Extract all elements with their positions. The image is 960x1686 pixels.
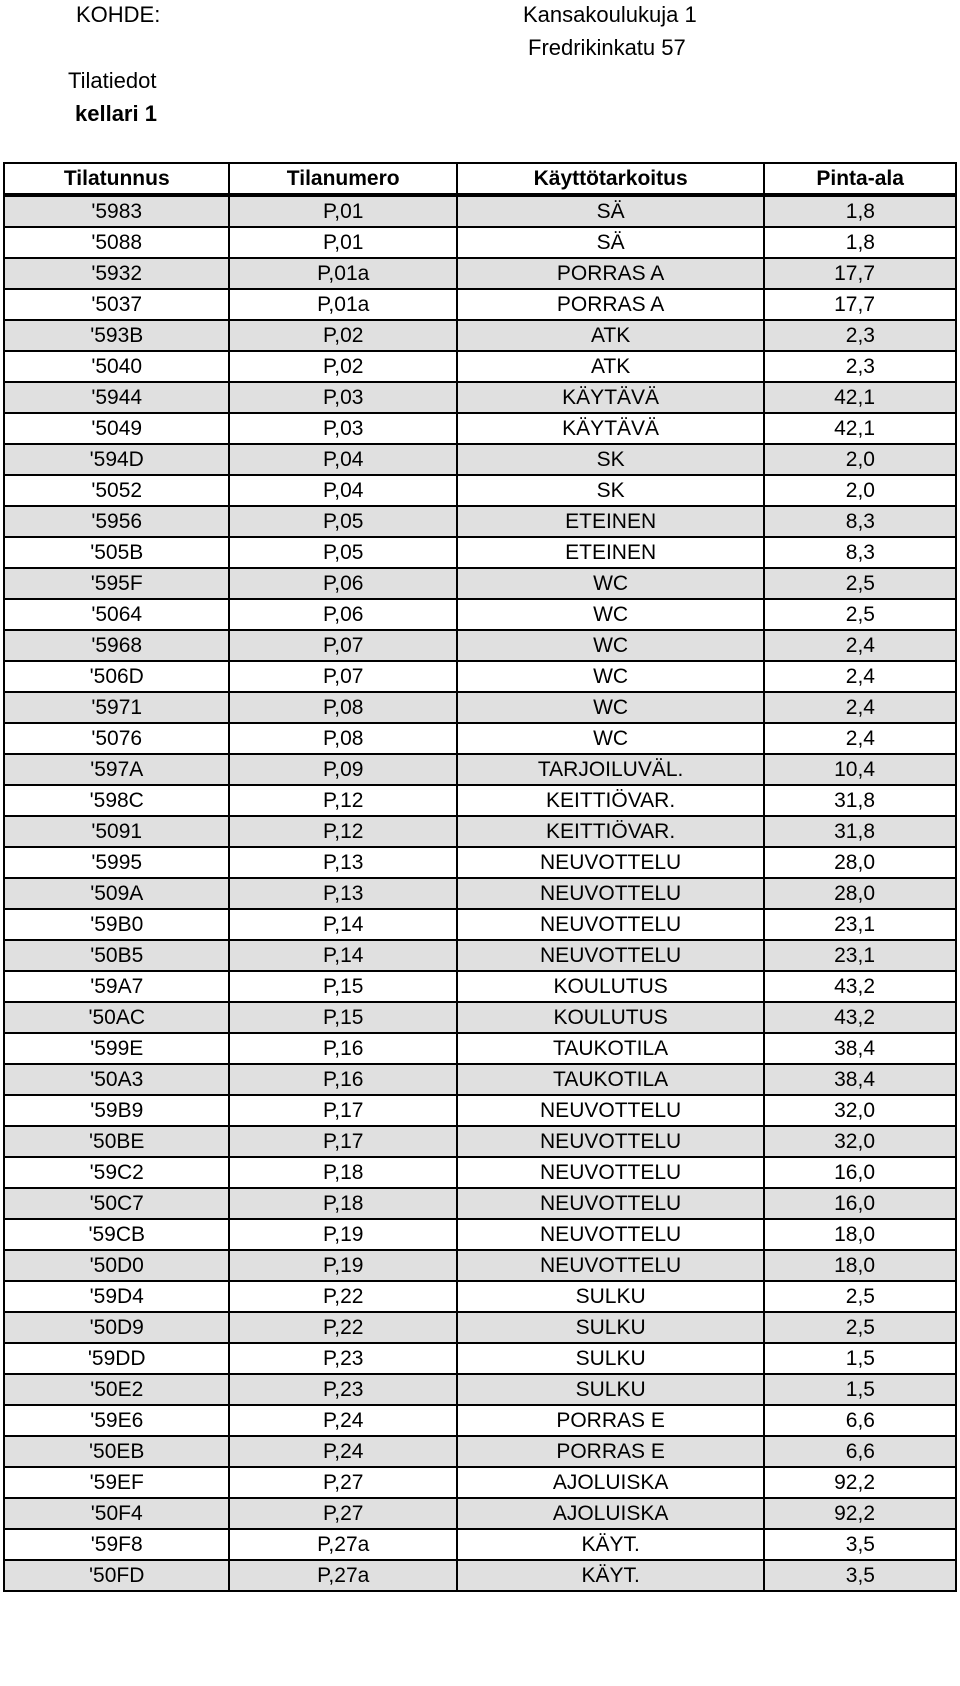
table-row <box>4 816 956 847</box>
column-header-pinta-ala: Pinta-ala <box>764 163 956 195</box>
cell-pinta-ala: 18,0 <box>764 1219 956 1250</box>
cell-pinta-ala: 3,5 <box>764 1529 956 1560</box>
cell-tilanumero: P,27a <box>229 1560 456 1591</box>
cell-kayttotarkoitus: NEUVOTTELU <box>457 1126 764 1157</box>
cell-tilatunnus: '50B5 <box>4 940 229 971</box>
cell-pinta-ala: 17,7 <box>764 258 956 289</box>
cell-kayttotarkoitus: SK <box>457 444 764 475</box>
cell-kayttotarkoitus: SULKU <box>457 1374 764 1405</box>
cell-tilatunnus: '59C2 <box>4 1157 229 1188</box>
cell-tilanumero: P,16 <box>229 1033 456 1064</box>
cell-tilatunnus: '509A <box>4 878 229 909</box>
rooms-table <box>3 162 957 1592</box>
cell-tilatunnus: '59DD <box>4 1343 229 1374</box>
cell-kayttotarkoitus: NEUVOTTELU <box>457 1219 764 1250</box>
cell-pinta-ala: 28,0 <box>764 847 956 878</box>
cell-pinta-ala: 38,4 <box>764 1064 956 1095</box>
cell-tilatunnus: '5040 <box>4 351 229 382</box>
cell-tilatunnus: '5944 <box>4 382 229 413</box>
table-row <box>4 1126 956 1157</box>
cell-tilanumero: P,19 <box>229 1250 456 1281</box>
table-row <box>4 878 956 909</box>
cell-tilanumero: P,13 <box>229 847 456 878</box>
cell-kayttotarkoitus: KEITTIÖVAR. <box>457 785 764 816</box>
cell-kayttotarkoitus: KÄYTÄVÄ <box>457 382 764 413</box>
cell-kayttotarkoitus: KEITTIÖVAR. <box>457 816 764 847</box>
table-row <box>4 847 956 878</box>
cell-tilanumero: P,05 <box>229 506 456 537</box>
cell-tilatunnus: '59D4 <box>4 1281 229 1312</box>
cell-pinta-ala: 16,0 <box>764 1188 956 1219</box>
cell-tilanumero: P,16 <box>229 1064 456 1095</box>
table-row <box>4 1405 956 1436</box>
cell-kayttotarkoitus: NEUVOTTELU <box>457 1157 764 1188</box>
cell-pinta-ala: 6,6 <box>764 1436 956 1467</box>
kohde-label: KOHDE: <box>76 2 161 27</box>
cell-tilatunnus: '50F4 <box>4 1498 229 1529</box>
cell-pinta-ala: 2,4 <box>764 692 956 723</box>
table-row <box>4 723 956 754</box>
table-row <box>4 1219 956 1250</box>
cell-tilanumero: P,13 <box>229 878 456 909</box>
column-header-tilanumero: Tilanumero <box>229 163 456 195</box>
table-row <box>4 940 956 971</box>
cell-kayttotarkoitus: AJOLUISKA <box>457 1498 764 1529</box>
cell-kayttotarkoitus: NEUVOTTELU <box>457 847 764 878</box>
cell-kayttotarkoitus: ETEINEN <box>457 537 764 568</box>
cell-kayttotarkoitus: PORRAS E <box>457 1405 764 1436</box>
cell-kayttotarkoitus: WC <box>457 599 764 630</box>
table-row <box>4 227 956 258</box>
cell-pinta-ala: 42,1 <box>764 413 956 444</box>
cell-tilatunnus: '50BE <box>4 1126 229 1157</box>
cell-tilanumero: P,02 <box>229 320 456 351</box>
table-row <box>4 382 956 413</box>
table-row <box>4 661 956 692</box>
cell-tilanumero: P,03 <box>229 382 456 413</box>
cell-pinta-ala: 2,3 <box>764 351 956 382</box>
cell-kayttotarkoitus: KÄYT. <box>457 1560 764 1591</box>
cell-tilatunnus: '593B <box>4 320 229 351</box>
cell-tilatunnus: '59F8 <box>4 1529 229 1560</box>
cell-kayttotarkoitus: WC <box>457 630 764 661</box>
table-row <box>4 475 956 506</box>
cell-pinta-ala: 6,6 <box>764 1405 956 1436</box>
cell-tilanumero: P,05 <box>229 537 456 568</box>
table-row <box>4 1281 956 1312</box>
cell-kayttotarkoitus: WC <box>457 661 764 692</box>
cell-tilanumero: P,27a <box>229 1529 456 1560</box>
cell-tilanumero: P,09 <box>229 754 456 785</box>
cell-kayttotarkoitus: ATK <box>457 320 764 351</box>
cell-tilanumero: P,04 <box>229 444 456 475</box>
table-row <box>4 754 956 785</box>
cell-tilanumero: P,06 <box>229 568 456 599</box>
cell-kayttotarkoitus: TARJOILUVÄL. <box>457 754 764 785</box>
cell-tilanumero: P,27 <box>229 1498 456 1529</box>
cell-kayttotarkoitus: PORRAS E <box>457 1436 764 1467</box>
cell-kayttotarkoitus: WC <box>457 568 764 599</box>
cell-tilanumero: P,02 <box>229 351 456 382</box>
cell-tilanumero: P,27 <box>229 1467 456 1498</box>
cell-pinta-ala: 2,5 <box>764 568 956 599</box>
table-row <box>4 1033 956 1064</box>
cell-tilanumero: P,24 <box>229 1436 456 1467</box>
cell-kayttotarkoitus: SULKU <box>457 1343 764 1374</box>
table-row <box>4 1188 956 1219</box>
cell-tilanumero: P,01 <box>229 195 456 227</box>
cell-pinta-ala: 2,5 <box>764 1281 956 1312</box>
section-label: Tilatiedot <box>68 68 157 93</box>
cell-pinta-ala: 92,2 <box>764 1498 956 1529</box>
cell-kayttotarkoitus: SÄ <box>457 195 764 227</box>
cell-tilatunnus: '59B9 <box>4 1095 229 1126</box>
cell-pinta-ala: 92,2 <box>764 1467 956 1498</box>
cell-tilatunnus: '50D0 <box>4 1250 229 1281</box>
cell-tilatunnus: '50FD <box>4 1560 229 1591</box>
cell-pinta-ala: 31,8 <box>764 785 956 816</box>
cell-pinta-ala: 2,4 <box>764 630 956 661</box>
cell-tilatunnus: '599E <box>4 1033 229 1064</box>
cell-tilanumero: P,22 <box>229 1312 456 1343</box>
table-row <box>4 195 956 227</box>
table-row <box>4 1560 956 1591</box>
cell-kayttotarkoitus: TAUKOTILA <box>457 1033 764 1064</box>
cell-pinta-ala: 2,3 <box>764 320 956 351</box>
table-row <box>4 320 956 351</box>
cell-tilanumero: P,12 <box>229 785 456 816</box>
cell-tilatunnus: '59B0 <box>4 909 229 940</box>
cell-kayttotarkoitus: WC <box>457 723 764 754</box>
cell-kayttotarkoitus: KOULUTUS <box>457 1002 764 1033</box>
cell-pinta-ala: 2,0 <box>764 475 956 506</box>
cell-tilanumero: P,22 <box>229 1281 456 1312</box>
column-header-kayttotarkoitus: Käyttötarkoitus <box>457 163 764 195</box>
cell-tilatunnus: '5064 <box>4 599 229 630</box>
table-row <box>4 1343 956 1374</box>
cell-pinta-ala: 1,5 <box>764 1374 956 1405</box>
cell-tilatunnus: '5049 <box>4 413 229 444</box>
table-row <box>4 1064 956 1095</box>
cell-tilanumero: P,14 <box>229 909 456 940</box>
cell-pinta-ala: 17,7 <box>764 289 956 320</box>
cell-tilatunnus: '5037 <box>4 289 229 320</box>
cell-tilatunnus: '5983 <box>4 195 229 227</box>
cell-kayttotarkoitus: NEUVOTTELU <box>457 940 764 971</box>
cell-kayttotarkoitus: ATK <box>457 351 764 382</box>
cell-tilanumero: P,17 <box>229 1126 456 1157</box>
table-row <box>4 630 956 661</box>
table-row <box>4 599 956 630</box>
cell-kayttotarkoitus: NEUVOTTELU <box>457 1250 764 1281</box>
cell-tilatunnus: '5971 <box>4 692 229 723</box>
cell-kayttotarkoitus: SK <box>457 475 764 506</box>
cell-kayttotarkoitus: NEUVOTTELU <box>457 1095 764 1126</box>
table-row <box>4 1498 956 1529</box>
cell-kayttotarkoitus: AJOLUISKA <box>457 1467 764 1498</box>
cell-tilanumero: P,12 <box>229 816 456 847</box>
cell-tilanumero: P,03 <box>229 413 456 444</box>
cell-tilanumero: P,07 <box>229 661 456 692</box>
table-row <box>4 971 956 1002</box>
table-header-row <box>4 163 956 195</box>
cell-pinta-ala: 2,0 <box>764 444 956 475</box>
cell-pinta-ala: 31,8 <box>764 816 956 847</box>
cell-tilatunnus: '598C <box>4 785 229 816</box>
cell-kayttotarkoitus: NEUVOTTELU <box>457 1188 764 1219</box>
cell-kayttotarkoitus: PORRAS A <box>457 289 764 320</box>
table-row <box>4 289 956 320</box>
cell-kayttotarkoitus: PORRAS A <box>457 258 764 289</box>
cell-tilanumero: P,08 <box>229 692 456 723</box>
cell-pinta-ala: 32,0 <box>764 1095 956 1126</box>
table-row <box>4 1529 956 1560</box>
cell-pinta-ala: 43,2 <box>764 971 956 1002</box>
floor-label: kellari 1 <box>75 101 157 126</box>
table-row <box>4 1374 956 1405</box>
table-row <box>4 506 956 537</box>
cell-kayttotarkoitus: WC <box>457 692 764 723</box>
cell-tilatunnus: '5968 <box>4 630 229 661</box>
cell-tilanumero: P,17 <box>229 1095 456 1126</box>
table-row <box>4 1002 956 1033</box>
cell-tilanumero: P,01 <box>229 227 456 258</box>
cell-tilatunnus: '59E6 <box>4 1405 229 1436</box>
table-row <box>4 351 956 382</box>
cell-tilatunnus: '50D9 <box>4 1312 229 1343</box>
cell-tilatunnus: '50AC <box>4 1002 229 1033</box>
cell-tilanumero: P,04 <box>229 475 456 506</box>
cell-tilanumero: P,18 <box>229 1157 456 1188</box>
table-row <box>4 1095 956 1126</box>
cell-tilanumero: P,23 <box>229 1374 456 1405</box>
cell-pinta-ala: 18,0 <box>764 1250 956 1281</box>
cell-pinta-ala: 8,3 <box>764 506 956 537</box>
cell-kayttotarkoitus: NEUVOTTELU <box>457 909 764 940</box>
cell-kayttotarkoitus: SULKU <box>457 1281 764 1312</box>
cell-tilatunnus: '5956 <box>4 506 229 537</box>
cell-tilatunnus: '5995 <box>4 847 229 878</box>
cell-tilanumero: P,08 <box>229 723 456 754</box>
cell-pinta-ala: 23,1 <box>764 909 956 940</box>
cell-tilanumero: P,18 <box>229 1188 456 1219</box>
cell-tilatunnus: '50C7 <box>4 1188 229 1219</box>
cell-tilanumero: P,01a <box>229 289 456 320</box>
cell-pinta-ala: 10,4 <box>764 754 956 785</box>
cell-pinta-ala: 3,5 <box>764 1560 956 1591</box>
cell-pinta-ala: 16,0 <box>764 1157 956 1188</box>
table-row <box>4 444 956 475</box>
cell-tilatunnus: '505B <box>4 537 229 568</box>
table-row <box>4 692 956 723</box>
table-row <box>4 413 956 444</box>
cell-kayttotarkoitus: TAUKOTILA <box>457 1064 764 1095</box>
cell-tilatunnus: '506D <box>4 661 229 692</box>
cell-tilanumero: P,15 <box>229 971 456 1002</box>
table-row <box>4 909 956 940</box>
table-row <box>4 568 956 599</box>
cell-tilatunnus: '5932 <box>4 258 229 289</box>
table-row <box>4 1157 956 1188</box>
cell-tilatunnus: '594D <box>4 444 229 475</box>
cell-tilanumero: P,19 <box>229 1219 456 1250</box>
cell-tilatunnus: '59A7 <box>4 971 229 1002</box>
cell-tilanumero: P,14 <box>229 940 456 971</box>
cell-pinta-ala: 42,1 <box>764 382 956 413</box>
cell-kayttotarkoitus: NEUVOTTELU <box>457 878 764 909</box>
cell-kayttotarkoitus: SÄ <box>457 227 764 258</box>
cell-pinta-ala: 2,5 <box>764 599 956 630</box>
cell-pinta-ala: 23,1 <box>764 940 956 971</box>
cell-tilatunnus: '5076 <box>4 723 229 754</box>
cell-tilatunnus: '5091 <box>4 816 229 847</box>
cell-pinta-ala: 8,3 <box>764 537 956 568</box>
cell-tilatunnus: '5052 <box>4 475 229 506</box>
cell-pinta-ala: 1,8 <box>764 195 956 227</box>
cell-pinta-ala: 1,5 <box>764 1343 956 1374</box>
cell-tilanumero: P,06 <box>229 599 456 630</box>
cell-pinta-ala: 1,8 <box>764 227 956 258</box>
cell-kayttotarkoitus: KÄYTÄVÄ <box>457 413 764 444</box>
address-line-2: Fredrikinkatu 57 <box>528 35 686 60</box>
cell-tilatunnus: '597A <box>4 754 229 785</box>
cell-pinta-ala: 2,4 <box>764 723 956 754</box>
cell-tilatunnus: '595F <box>4 568 229 599</box>
cell-kayttotarkoitus: KOULUTUS <box>457 971 764 1002</box>
cell-tilanumero: P,15 <box>229 1002 456 1033</box>
cell-kayttotarkoitus: ETEINEN <box>457 506 764 537</box>
table-row <box>4 785 956 816</box>
cell-pinta-ala: 38,4 <box>764 1033 956 1064</box>
cell-tilanumero: P,07 <box>229 630 456 661</box>
table-row <box>4 1250 956 1281</box>
cell-tilatunnus: '50A3 <box>4 1064 229 1095</box>
table-row <box>4 537 956 568</box>
document-header <box>0 0 960 160</box>
cell-tilatunnus: '5088 <box>4 227 229 258</box>
table-row <box>4 258 956 289</box>
table-body <box>4 195 956 1591</box>
cell-kayttotarkoitus: KÄYT. <box>457 1529 764 1560</box>
table-row <box>4 1436 956 1467</box>
cell-pinta-ala: 43,2 <box>764 1002 956 1033</box>
cell-tilatunnus: '50EB <box>4 1436 229 1467</box>
cell-tilanumero: P,01a <box>229 258 456 289</box>
column-header-tilatunnus: Tilatunnus <box>4 163 229 195</box>
cell-tilanumero: P,23 <box>229 1343 456 1374</box>
table-row <box>4 1312 956 1343</box>
cell-tilatunnus: '59EF <box>4 1467 229 1498</box>
cell-pinta-ala: 2,4 <box>764 661 956 692</box>
cell-pinta-ala: 2,5 <box>764 1312 956 1343</box>
cell-tilatunnus: '59CB <box>4 1219 229 1250</box>
cell-tilatunnus: '50E2 <box>4 1374 229 1405</box>
table-row <box>4 1467 956 1498</box>
cell-tilanumero: P,24 <box>229 1405 456 1436</box>
address-line-1: Kansakoulukuja 1 <box>523 2 697 27</box>
cell-pinta-ala: 28,0 <box>764 878 956 909</box>
cell-pinta-ala: 32,0 <box>764 1126 956 1157</box>
cell-kayttotarkoitus: SULKU <box>457 1312 764 1343</box>
